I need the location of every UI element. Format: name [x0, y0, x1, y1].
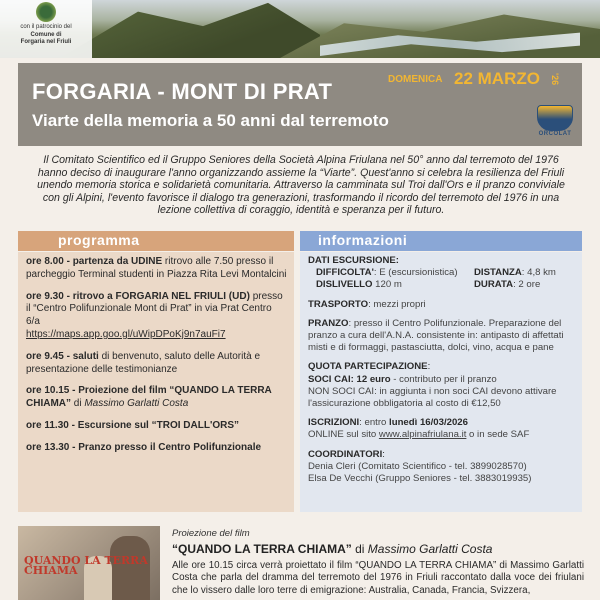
- municipal-crest-icon: [36, 2, 56, 22]
- trasporto: TRASPORTO: mezzi propri: [308, 298, 426, 310]
- orcolat-logo: [533, 105, 577, 141]
- mountain-shape: [60, 0, 320, 58]
- film-label: Proiezione del film: [172, 528, 250, 539]
- programma-item: ore 11.30 - Escursione sul “TROI DALL'ORS”: [26, 419, 239, 431]
- informazioni-panel: [300, 252, 582, 512]
- programma-item: ore 9.45 - saluti di benvenuto, saluto delle Autorità e presentazione delle testimonianze: [26, 350, 261, 375]
- informazioni-heading: [300, 231, 582, 251]
- website-link[interactable]: www.alpinafriulana.it: [378, 429, 467, 441]
- patronage-line: Comune di: [30, 31, 62, 38]
- maps-link[interactable]: https://maps.app.goo.gl/uWipDPoKj9n7auFi7: [26, 328, 226, 340]
- iscrizioni: ISCRIZIONI: entro lunedì 16/03/2026 ONLINE sul sito www.alpinafriulana.it o in sede SAF: [308, 417, 530, 441]
- date-year: '26: [550, 73, 560, 86]
- page-title: FORGARIA - MONT DI PRAT: [32, 79, 333, 104]
- programma-item: ore 9.30 - ritrovo a FORGARIA NEL FRIULI (UD) presso il “Centro Polifunzionale Mont di Prat” in via Prat Centro 6/a https://maps.app.goo.gl/uWipDPoKj9n7auFi7: [26, 290, 283, 340]
- page-subtitle: Viarte della memoria a 50 anni dal terremoto: [32, 111, 389, 130]
- film-poster: [18, 526, 160, 600]
- date-day: DOMENICA: [388, 74, 443, 85]
- patronage-box: [0, 0, 92, 58]
- programma-panel: [18, 252, 294, 512]
- programma-item: ore 10.15 - Proiezione del film “QUANDO LA TERRA CHIAMA” di Massimo Garlatti Costa: [26, 385, 272, 410]
- patronage-line: Forgaria nel Friuli: [20, 39, 72, 45]
- programma-item: ore 13.30 - Pranzo presso il Centro Polifunzionale: [26, 441, 262, 453]
- date-main: 22 MARZO: [454, 69, 540, 88]
- programma-item: ore 8.00 - partenza da UDINE ritrovo alle 7.50 presso il parcheggio Terminal studenti in Piazza Rita Levi Montalcini: [26, 256, 287, 280]
- informazioni-heading-label: informazioni: [318, 232, 408, 248]
- pranzo: PRANZO: presso il Centro Polifunzionale. Preparazione del pranzo a cura dell'A.N.A. consistente in: antipasto di affettati misti e di formaggi, pastasciutta, dolci, vino, acqua e pane: [308, 317, 564, 354]
- logo-text: ORCOLAT: [538, 131, 572, 137]
- intro-text: Il Comitato Scientifico ed il Gruppo Seniores della Società Alpina Friulana nel 50° anno dal terremoto del 1976 hanno deciso di inaugurare l'anno organizzando assieme la “Viarte”. Quest'anno si celebra la resilienza del Friuli unendo memoria storica e solidarietà comunitaria. Attraverso la camminata sul Troi dall'Ors e il pranzo conviviale con gli Alpini, l'evento favorisce il dialogo tra generazioni, trasformando il ricordo del terremoto del 1976 in una lezione collettiva di coraggio, identità e speranza per il futuro.: [37, 154, 565, 217]
- poster-title: QUANDO LA TERRA CHIAMA: [24, 554, 148, 577]
- event-date: [384, 68, 584, 94]
- film-title: “QUANDO LA TERRA CHIAMA” di Massimo Garlatti Costa: [172, 542, 493, 556]
- dati-escursione: DATI ESCURSIONE: DIFFICOLTA': E (escursionistica) DISTANZA: 4,8 km DISLIVELLO 120 m DURATA: 2 ore: [308, 255, 556, 291]
- patronage-line: con il patrocinio del: [20, 24, 72, 30]
- coordinatori: COORDINATORI: Denia Cleri (Comitato Scientifico - tel. 3899028570) Elsa De Vecchi (Gruppo Seniores - tel. 3883019935): [308, 448, 532, 485]
- quota-partecipazione: QUOTA PARTECIPAZIONE: SOCI CAI: 12 euro - contributo per il pranzo NON SOCI CAI: in aggiunta i non soci CAI devono attivare l'assicurazione obbligatoria al costo di €12,50: [308, 361, 557, 410]
- programma-heading: [18, 231, 294, 251]
- film-section: [172, 528, 584, 597]
- orcolat-emblem-icon: [537, 105, 573, 131]
- hero-photo: [0, 0, 600, 58]
- programma-heading-label: programma: [58, 232, 140, 248]
- film-description: Alle ore 10.15 circa verrà proiettato il film “QUANDO LA TERRA CHIAMA” di Massimo Garlatti Costa che parla del dramma del terremoto del 1976 in Friuli raccontato dalla voce dei friulani che lo vissero dalle loro terre di emigrazione: Australia, Canada, Francia, Svizzera,: [172, 560, 584, 596]
